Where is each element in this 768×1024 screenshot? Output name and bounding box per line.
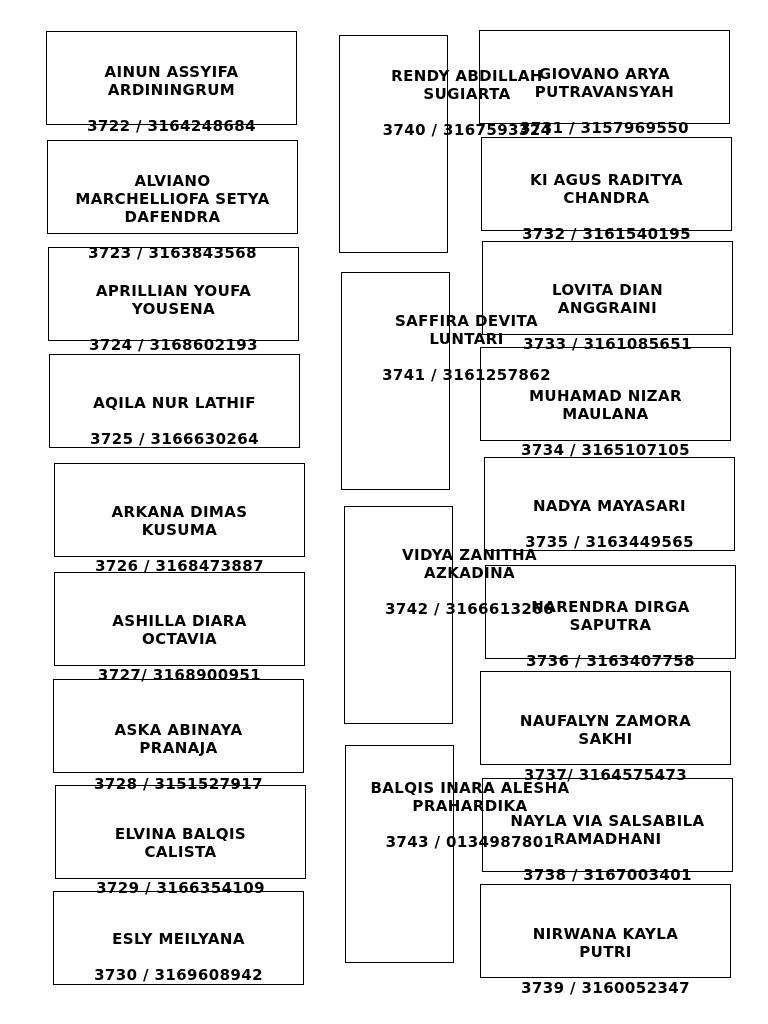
student-id: 3722 / 3164248684 xyxy=(87,117,256,135)
student-name: KI AGUS RADITYA CHANDRA xyxy=(529,171,683,207)
student-name: NARENDRA DIRGA SAPUTRA xyxy=(531,598,690,634)
student-id: 3724 / 3168602193 xyxy=(89,336,258,354)
label-text xyxy=(49,376,300,466)
student-id: 3740 / 3167593324 xyxy=(382,121,552,139)
student-name: ELVINA BALQIS CALISTA xyxy=(114,825,247,861)
student-name: MUHAMAD NIZAR MAULANA xyxy=(529,387,682,423)
student-id: 3725 / 3166630264 xyxy=(90,430,259,448)
student-id: 3735 / 3163449565 xyxy=(525,533,694,551)
label-text xyxy=(339,49,595,157)
student-id: 3734 / 3165107105 xyxy=(521,441,690,459)
student-id: 3726 / 3168473887 xyxy=(95,557,264,575)
student-id: 3743 / 0134987801 xyxy=(385,833,555,851)
student-name: RENDY ABDILLAH SUGIARTA xyxy=(391,67,543,103)
student-id: 3736 / 3163407758 xyxy=(526,652,695,670)
label-text xyxy=(344,528,595,636)
student-name: SAFFIRA DEVITA LUNTARI xyxy=(394,312,539,348)
label-text xyxy=(341,294,592,402)
student-id: 3727/ 3168900951 xyxy=(97,666,262,684)
label-text xyxy=(53,912,304,1002)
student-id: 3728 / 3151527917 xyxy=(94,775,263,793)
student-name: ESLY MEILYANA xyxy=(112,930,245,948)
student-id: 3741 / 3161257862 xyxy=(382,366,551,384)
student-name: ASKA ABINAYA PRANAJA xyxy=(114,721,243,757)
student-id: 3723 / 3163843568 xyxy=(88,244,257,262)
student-name: NAUFALYN ZAMORA SAKHI xyxy=(519,712,692,748)
student-name: ASHILLA DIARA OCTAVIA xyxy=(112,612,247,648)
student-name: AQILA NUR LATHIF xyxy=(93,394,256,412)
student-id: 3730 / 3169608942 xyxy=(94,966,263,984)
student-name: ALVIANO MARCHELLIOFA SETYA DAFENDRA xyxy=(75,172,270,226)
student-name: NADYA MAYASARI xyxy=(532,497,687,515)
student-id: 3732 / 3161540195 xyxy=(522,225,691,243)
label-text xyxy=(46,45,297,153)
student-id: 3731 / 3157969550 xyxy=(520,119,689,137)
student-id: 3733 / 3161085651 xyxy=(523,335,692,353)
label-text xyxy=(480,907,731,1015)
student-name: ARKANA DIMAS KUSUMA xyxy=(111,503,248,539)
student-name: NIRWANA KAYLA PUTRI xyxy=(532,925,679,961)
student-name: GIOVANO ARYA PUTRAVANSYAH xyxy=(534,65,675,101)
student-name: NAYLA VIA SALSABILA RAMADHANI xyxy=(510,812,705,848)
student-name: BALQIS INARA ALESHA PRAHARDIKA xyxy=(370,779,570,815)
student-id: 3729 / 3166354109 xyxy=(96,879,265,897)
student-name: VIDYA ZANITHA AZKADINA xyxy=(401,546,538,582)
student-name: APRILLIAN YOUFA YOUSENA xyxy=(95,282,252,318)
student-name: LOVITA DIAN ANGGRAINI xyxy=(551,281,664,317)
student-id: 3737/ 3164575473 xyxy=(523,766,688,784)
student-name: AINUN ASSYIFA ARDININGRUM xyxy=(104,63,239,99)
student-id: 3742 / 3166613266 xyxy=(385,600,554,618)
student-id: 3738 / 3167003401 xyxy=(523,866,692,884)
student-id: 3739 / 3160052347 xyxy=(521,979,690,997)
label-text xyxy=(345,761,595,869)
